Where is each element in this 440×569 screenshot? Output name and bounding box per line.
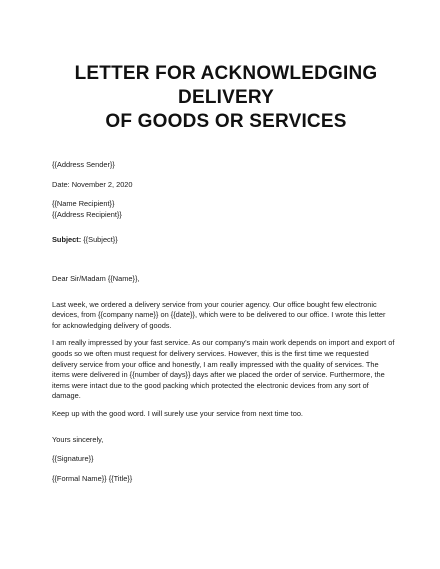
subject-value: {{Subject}} <box>81 235 118 245</box>
signature: {{Signature}} <box>52 454 94 464</box>
paragraph-line: damage. <box>52 391 81 401</box>
page-title <box>52 62 400 134</box>
title-line-1: LETTER FOR ACKNOWLEDGING DELIVERY <box>74 63 378 108</box>
recipient-address: {{Address Recipient}} <box>52 209 122 219</box>
formal-name: {{Formal Name}} {{Title}} <box>52 473 133 483</box>
paragraph-line: I am really impressed by your fast service. As our company’s main work depends on import and export of <box>52 338 395 348</box>
sender-address: {{Address Sender}} <box>52 160 115 169</box>
recipient-name: {{Name Recipient}} <box>52 199 115 209</box>
paragraph-1 <box>52 300 400 332</box>
paragraph-line: Keep up with the good word. I will surely use your service from next time too. <box>52 408 303 418</box>
closing: Yours sincerely, <box>52 434 104 444</box>
subject-label: Subject: <box>52 235 82 245</box>
paragraph-line: goods so we often must request for delivery services. However, this is the first time we requested <box>52 348 369 358</box>
title-line-2: OF GOODS OR SERVICES <box>105 111 347 132</box>
paragraph-line: items were delivered in {{number of days}} days after we placed the order of service. Furthermore, the <box>52 370 385 380</box>
paragraph-line: delivery service from your office and honestly, I am really impressed with the quality of services. The <box>52 359 379 369</box>
paragraph-line: Last week, we ordered a delivery service from your courier agency. Our office bought few electronic <box>52 299 377 309</box>
subject-line <box>52 235 400 246</box>
paragraph-line: devices, from {{company name}} on {{date}}, which were to be delivered to our office. I wrote this letter <box>52 310 386 320</box>
letter-body <box>52 160 400 484</box>
letter-date: Date: November 2, 2020 <box>52 179 133 189</box>
paragraph-line: for acknowledging delivery of goods. <box>52 320 172 330</box>
paragraph-2 <box>52 338 400 402</box>
salutation: Dear Sir/Madam {{Name}}, <box>52 273 140 283</box>
paragraph-3 <box>52 409 400 420</box>
paragraph-line: items were intact due to the good packing which protected the electronic devices from any sort of <box>52 380 369 390</box>
